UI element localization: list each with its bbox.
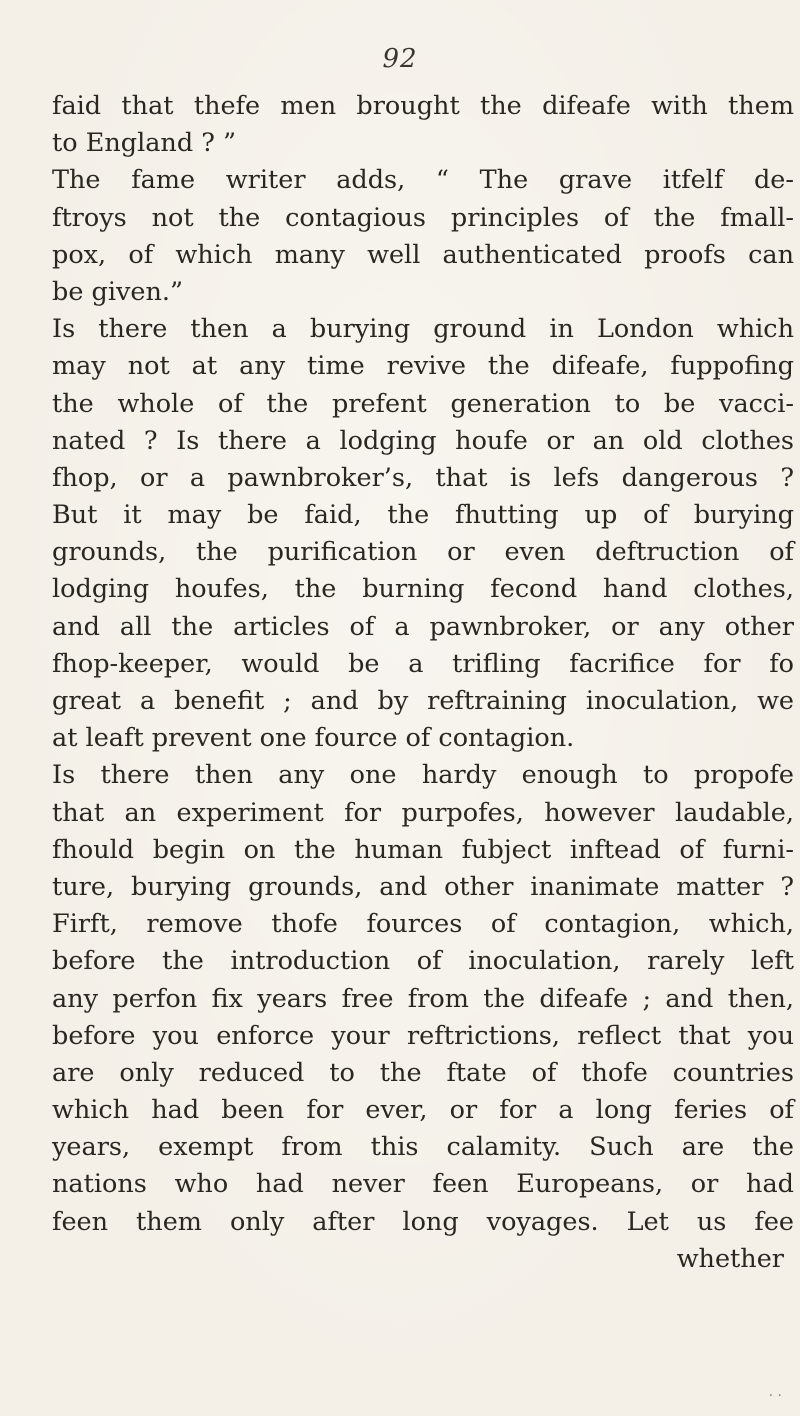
text-line: and all the articles of a pawnbroker, or any other	[52, 611, 794, 642]
text-line: years, exempt from this calamity. Such are the	[52, 1132, 794, 1163]
text-line: Is there then a burying ground in London which	[52, 314, 794, 345]
text-line: to England ? ”	[52, 128, 237, 159]
text-line: Is there then any one hardy enough to propofe	[52, 760, 794, 791]
text-line: grounds, the purification or even deftruction of	[52, 537, 794, 568]
ink-speck: · ·	[768, 1388, 782, 1404]
catchword: whether	[676, 1243, 784, 1274]
text-line: be given.”	[52, 276, 184, 307]
text-line: fhop-keeper, would be a trifling facrifice for fo	[52, 648, 794, 679]
text-line: But it may be faid, the fhutting up of burying	[52, 500, 794, 531]
text-line: before you enforce your reftrictions, reflect that you	[52, 1020, 794, 1051]
text-line: pox, of which many well authenticated proofs can	[52, 239, 794, 270]
text-line: that an experiment for purpofes, however laudable,	[52, 797, 794, 828]
text-line: lodging houfes, the burning fecond hand clothes,	[52, 574, 794, 605]
text-line: may not at any time revive the difeafe, fuppofing	[52, 351, 794, 382]
text-line: ture, burying grounds, and other inanimate matter ?	[52, 871, 794, 902]
text-line: The fame writer adds, “ The grave itfelf de-	[52, 165, 794, 196]
text-line: fhop, or a pawnbroker’s, that is lefs dangerous ?	[52, 462, 794, 493]
text-line: faid that thefe men brought the difeafe with them	[52, 91, 794, 121]
text-line: which had been for ever, or for a long feries of	[52, 1095, 794, 1126]
text-line: ftroys not the contagious principles of the fmall-	[52, 202, 794, 233]
text-line: any perfon fix years free from the difeafe ; and then,	[52, 983, 794, 1014]
text-line: feen them only after long voyages. Let us fee	[52, 1206, 794, 1237]
text-line: nated ? Is there a lodging houfe or an old clothes	[52, 425, 794, 456]
text-line: are only reduced to the ftate of thofe countries	[52, 1057, 794, 1088]
text-line: before the introduction of inoculation, rarely left	[52, 946, 794, 977]
text-line: fhould begin on the human fubject inftead of furni-	[52, 834, 794, 865]
text-line: the whole of the prefent generation to be vacci-	[52, 388, 794, 419]
text-line: at leaft prevent one fource of contagion.	[52, 723, 575, 754]
text-line: nations who had never feen Europeans, or had	[52, 1169, 794, 1200]
text-line: great a benefit ; and by reftraining inoculation, we	[52, 686, 794, 716]
page-number: 92	[382, 44, 418, 74]
body-text	[52, 88, 794, 1278]
text-line: Firft, remove thofe fources of contagion, which,	[52, 909, 794, 940]
